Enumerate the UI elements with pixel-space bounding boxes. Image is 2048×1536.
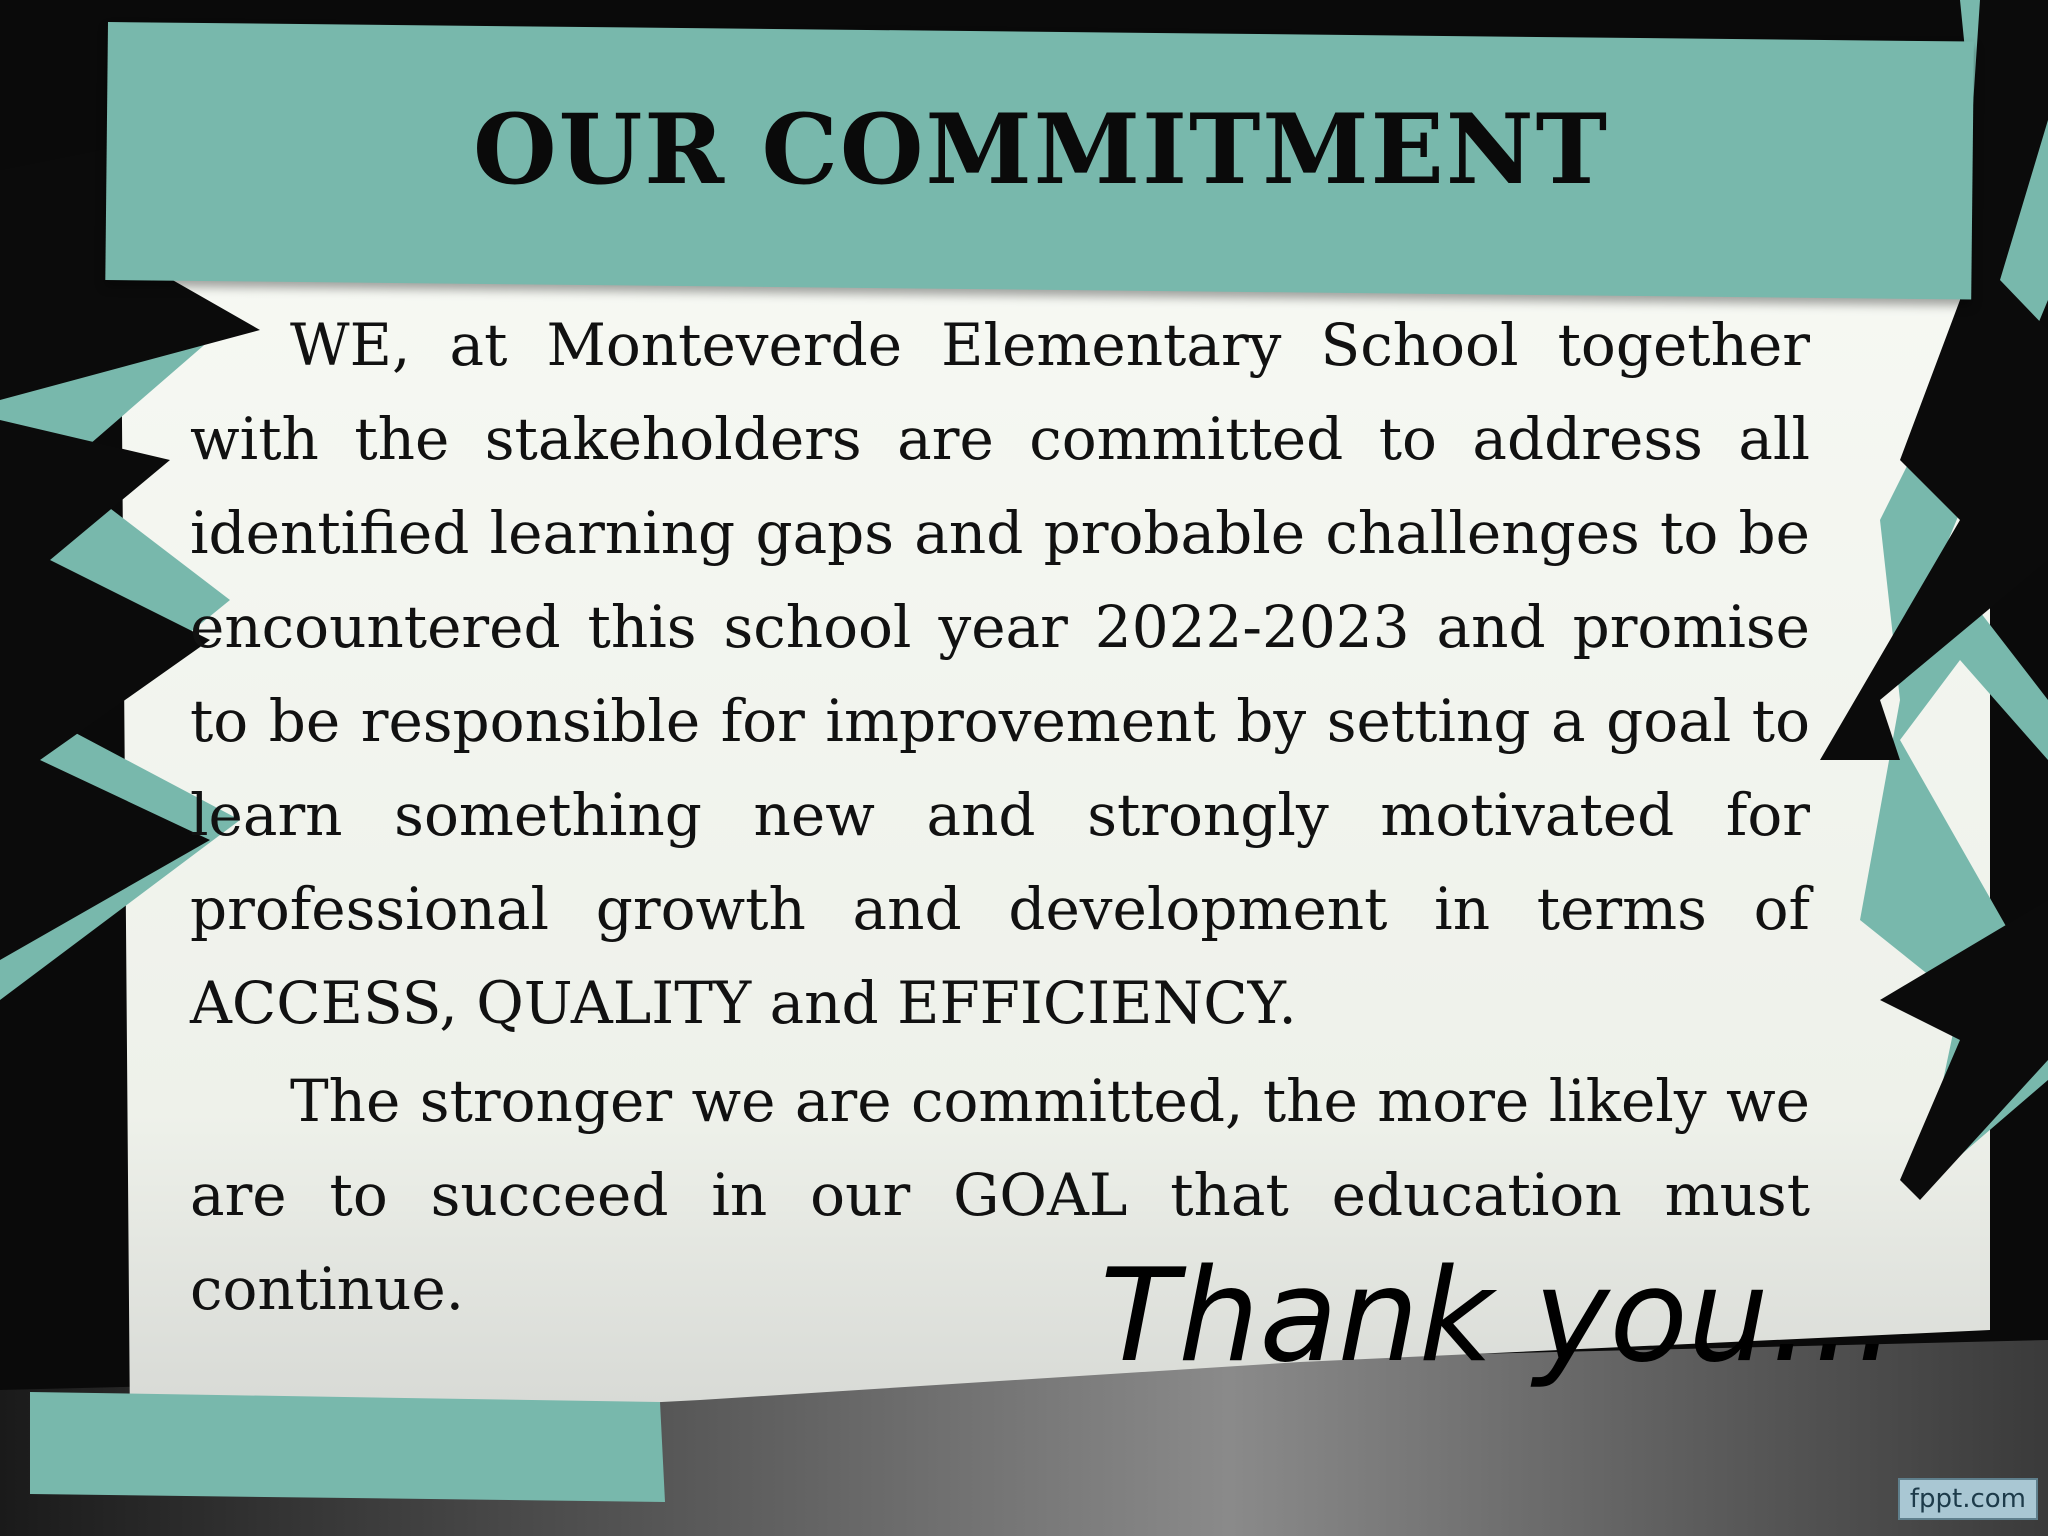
- commitment-paragraph: WE, at Monteverde Elementary School together with the stakeholders are committed to address all identified learning gaps and probable challenges to be encountered this school year 2022-2023 and promise to be responsible for improvement by setting a goal to learn something new and strongly motivated for professional growth and development in terms of ACCESS, QUALITY and EFFICIENCY.: [190, 311, 1810, 1037]
- thank-you-text: Thank you…: [1100, 1242, 1897, 1391]
- bottom-teal-bar: [30, 1392, 665, 1502]
- closing-paragraph: The stronger we are committed, the more likely we are to succeed in our GOAL that education must continue.: [190, 1067, 1810, 1323]
- fppt-watermark[interactable]: fppt.com: [1898, 1478, 2038, 1520]
- slide-body: [190, 298, 1810, 1340]
- slide-title: OUR COMMITMENT: [472, 93, 1610, 206]
